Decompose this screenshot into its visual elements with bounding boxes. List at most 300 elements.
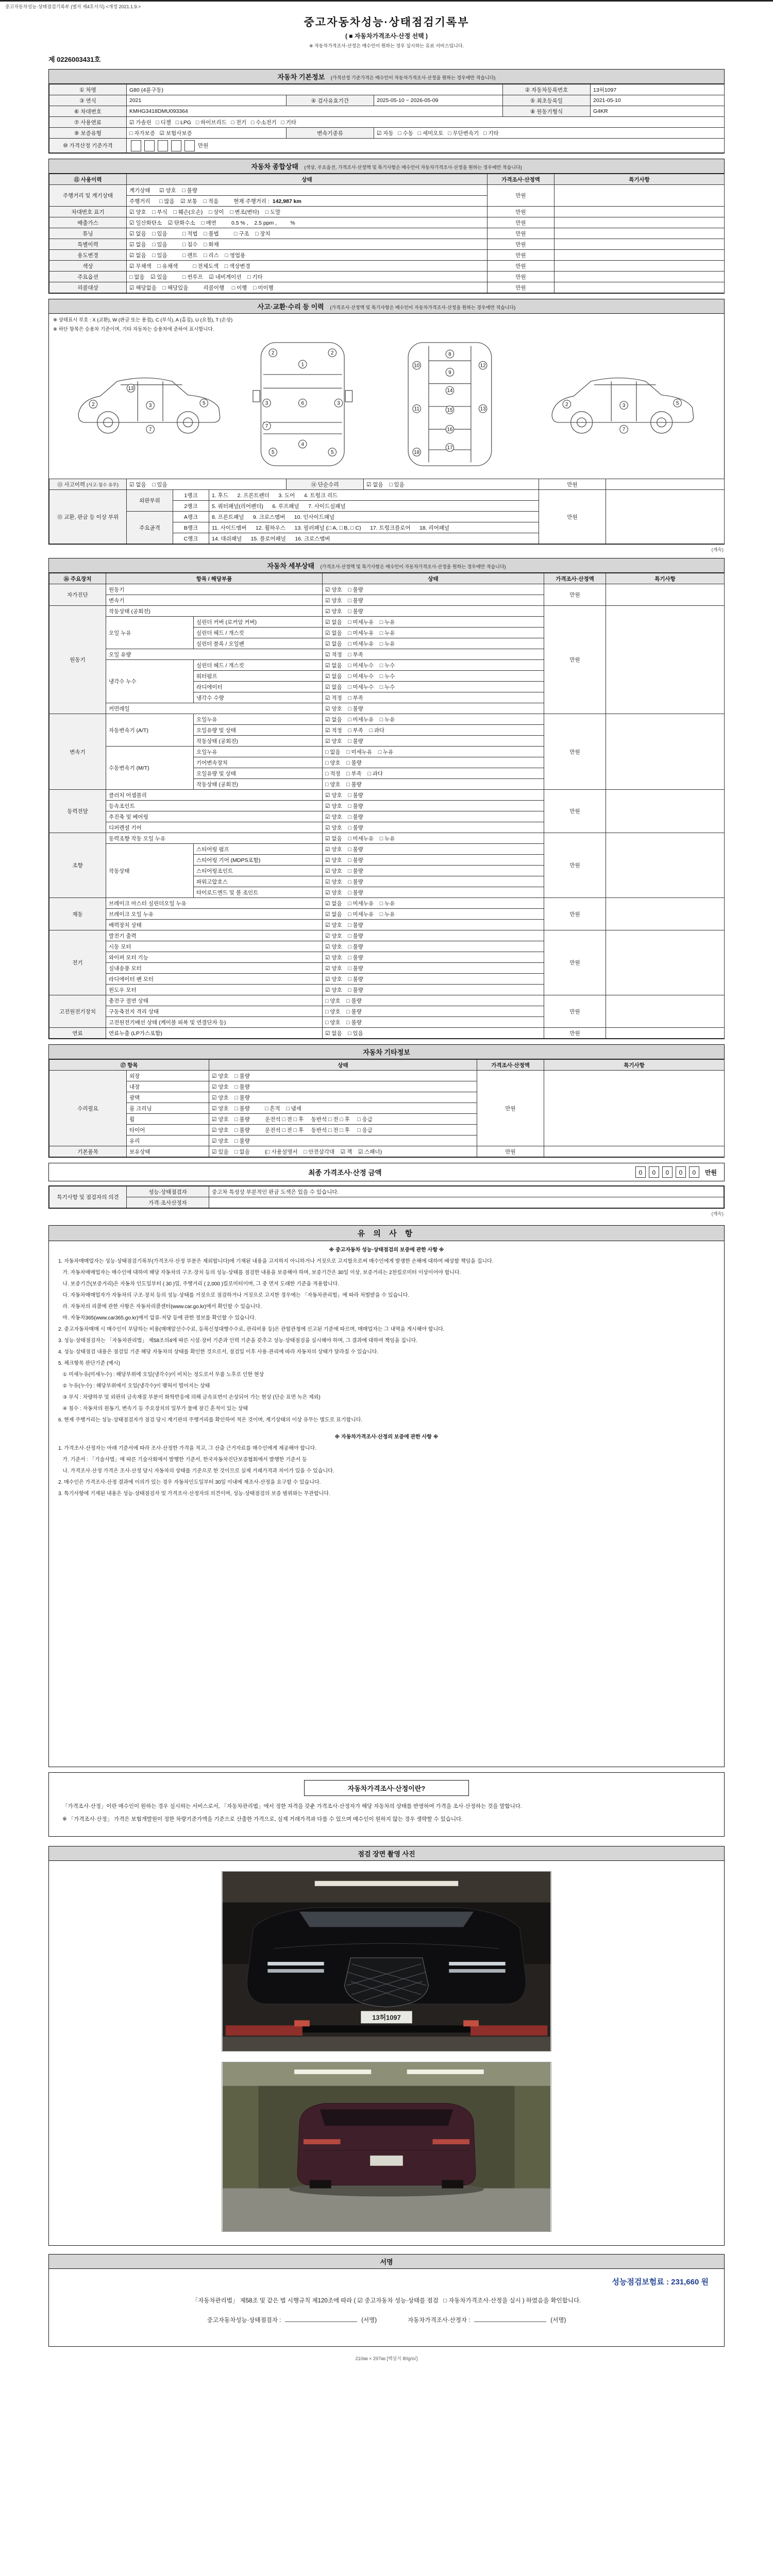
cell-state: ☑ 양호 □ 불량 bbox=[323, 876, 544, 887]
section-etc-header bbox=[49, 1045, 724, 1059]
cell-remark bbox=[606, 584, 725, 606]
cell-remark bbox=[606, 1028, 725, 1039]
rank-items: 1. 후드 2. 프론트펜더 3. 도어 4. 트렁크 리드 bbox=[209, 490, 539, 501]
cell-item: 윈도우 모터 bbox=[106, 985, 323, 995]
garage-floor bbox=[223, 2037, 550, 2051]
final-price-unit: 만원 bbox=[704, 1168, 717, 1176]
appraiser-label: 자동차가격조사·산정자 : bbox=[408, 2317, 470, 2324]
cell-state: ☑ 적정 □ 부족 □ 과다 bbox=[323, 725, 544, 736]
cell-state: ☑ 양호 □ 불량 bbox=[323, 941, 544, 952]
cell-state: ☑ 양호 □ 불량 bbox=[323, 974, 544, 985]
cell-sub: 냉각수 수량 bbox=[194, 692, 323, 703]
transmission-checkboxes: ☑ 자동 □ 수동 □ 세미오토 □ 무단변속기 □ 기타 bbox=[374, 128, 725, 139]
fuel-checkboxes: ☑ 가솔린 □ 디젤 □ LPG □ 하이브리드 □ 전기 □ 수소전기 □ 기타 bbox=[127, 117, 725, 128]
cell-item: 수동변속기 (M/T) bbox=[106, 747, 194, 790]
base-price-boxes bbox=[127, 139, 725, 153]
cell-price: 만원 bbox=[488, 250, 554, 261]
color-state: ☑ 무채색 □ 유채색 □ 전체도색 □ 색상변경 bbox=[127, 261, 488, 272]
section-basic-info bbox=[48, 69, 725, 154]
cell-item: 내장 bbox=[127, 1081, 209, 1092]
confirmation-statement: 「자동차관리법」 제58조 및 같은 법 시행규칙 제120조에 따라 ( ☑ 중고자동차 성능·상태를 점검 □ 자동차가격조사·산정을 실시 ) 하였음을 확인합니다. bbox=[192, 2297, 581, 2304]
cell-sub: 실린더 커버 (로커암 커버) bbox=[194, 617, 323, 628]
notice-paragraph: 3. 특기사항에 기재된 내용은 성능·상태점검자 및 가격조사·산정자의 의견이며, 성능·상태점검의 보증 범위와는 무관합니다. bbox=[58, 1491, 330, 1497]
insurance-value: 231,660 원 bbox=[671, 2277, 709, 2286]
cell-label: 리콜대상 bbox=[49, 282, 127, 293]
cell-state: ☑ 양호 □ 불량 bbox=[323, 985, 544, 995]
table-row bbox=[49, 1146, 725, 1157]
rank-items: 11. 사이드멤버 12. 휠하우스 13. 필러패널 (□ A, □ B, □ C) 17. 트렁크플로어 18. 리어패널 bbox=[209, 522, 539, 533]
cell-remark bbox=[544, 1071, 725, 1146]
notice-paragraph: ※ 자동차가격조사·산정의 보증에 관한 사항 ※ bbox=[334, 1434, 439, 1440]
insurance-premium bbox=[64, 2276, 709, 2287]
final-digit: 0 bbox=[662, 1166, 673, 1178]
cell-group: 고전원전기장치 bbox=[49, 995, 106, 1028]
garage-ceiling bbox=[223, 2062, 550, 2086]
page-title: 중고자동차성능·상태점검기록부 bbox=[304, 16, 469, 28]
svg-text:15: 15 bbox=[447, 407, 453, 413]
cell-item: 오일 누유 bbox=[106, 617, 194, 649]
cell-price: 만원 bbox=[544, 930, 606, 995]
cell-remark bbox=[606, 790, 725, 833]
continue-marker: (계속) bbox=[711, 547, 724, 552]
cell-sub: 오일유량 및 상태 bbox=[194, 725, 323, 736]
cell-item: 자동변속기 (A/T) bbox=[106, 714, 194, 747]
marker-10 bbox=[413, 361, 421, 369]
svg-text:2: 2 bbox=[565, 401, 568, 408]
section-photos bbox=[48, 1846, 725, 2246]
cell-state: ☑ 양호 □ 불량 운전석 □ 전 □ 후 동반석 □ 전 □ 후 □ 응급 bbox=[209, 1114, 477, 1125]
final-digit: 0 bbox=[689, 1166, 699, 1178]
cell-remark bbox=[554, 228, 725, 239]
marker-14 bbox=[446, 386, 454, 395]
svg-text:16: 16 bbox=[447, 427, 453, 433]
section-accident-title: 사고·교환·수리 등 이력 bbox=[257, 303, 324, 311]
table-row bbox=[49, 217, 725, 228]
marker-2 bbox=[563, 400, 571, 409]
notice-body bbox=[49, 1241, 724, 1767]
cell-sub: 기어변속장치 bbox=[194, 757, 323, 768]
diagram-note-legend: ※ 하단 항목은 승용차 기준이며, 기타 자동차는 승용차에 준하여 표시합니다. bbox=[53, 327, 214, 332]
cell-state: ☑ 없음 □ 미세누유 □ 누유 bbox=[323, 617, 544, 628]
mileage-state bbox=[127, 196, 488, 207]
svg-text:3: 3 bbox=[148, 402, 152, 409]
marker-5 bbox=[200, 399, 208, 407]
cell-state: ☑ 없음 □ 있음 bbox=[323, 1028, 544, 1039]
cell-item: 발전기 출력 bbox=[106, 930, 323, 941]
cell-state: □ 없음 □ 미세누유 □ 누유 bbox=[323, 747, 544, 757]
cell-label: 변속기종류 bbox=[287, 128, 374, 139]
cell-item: 브레이크 오일 누유 bbox=[106, 909, 323, 920]
cell-item: 라디에이터 팬 모터 bbox=[106, 974, 323, 985]
col-header: 상태 bbox=[209, 1060, 477, 1071]
section-basic-title: 자동차 기본정보 bbox=[277, 73, 325, 81]
notice-title: 유 의 사 항 bbox=[357, 1229, 416, 1238]
cell-value: 2021-05-10 bbox=[591, 95, 725, 106]
table-row bbox=[49, 117, 725, 128]
cell-price: 만원 bbox=[544, 714, 606, 790]
svg-text:10: 10 bbox=[414, 363, 420, 369]
rank-label: 2랭크 bbox=[173, 501, 209, 512]
section-notice bbox=[48, 1225, 725, 1767]
cell-label: ⑦ 사용연료 bbox=[49, 117, 127, 128]
cell-group: 변속기 bbox=[49, 714, 106, 790]
cell-price: 만원 bbox=[488, 239, 554, 250]
opinion-table bbox=[49, 1186, 724, 1208]
svg-text:11: 11 bbox=[414, 406, 419, 412]
document-number: 제 0226003431호 bbox=[48, 56, 101, 63]
table-row bbox=[49, 606, 725, 617]
cell-label bbox=[49, 479, 127, 490]
svg-text:13: 13 bbox=[128, 385, 134, 392]
cell-value: 2021 bbox=[127, 95, 287, 106]
cell-sub: 스티어링 기어 (MDPS포함) bbox=[194, 855, 323, 866]
appraiser-signature-blank bbox=[474, 2321, 546, 2322]
col-header: 상태 bbox=[323, 573, 544, 584]
marker-5 bbox=[328, 448, 337, 456]
table-row bbox=[49, 174, 725, 185]
marker-11 bbox=[413, 405, 421, 413]
cell-price: 만원 bbox=[488, 185, 554, 207]
table-row bbox=[49, 228, 725, 239]
photo-rear-view bbox=[222, 2062, 551, 2232]
cell-label: 외판부위 bbox=[127, 490, 173, 512]
svg-text:14: 14 bbox=[447, 388, 453, 394]
svg-text:8: 8 bbox=[448, 351, 451, 358]
cell-remark bbox=[606, 833, 725, 898]
sign-word: (서명) bbox=[361, 2317, 377, 2324]
marker-3 bbox=[146, 401, 155, 410]
table-row bbox=[49, 84, 725, 95]
cell-sub: 오일누유 bbox=[194, 747, 323, 757]
cell-state: ☑ 없음 □ 미세누유 □ 누유 bbox=[323, 638, 544, 649]
cell-state: ☑ 양호 □ 불량 운전석 □ 전 □ 후 동반석 □ 전 □ 후 □ 응급 bbox=[209, 1125, 477, 1136]
cell-sub: 스티어링 펌프 bbox=[194, 844, 323, 855]
cell-group: 자가진단 bbox=[49, 584, 106, 606]
cell-label: ⑥ 차대번호 bbox=[49, 106, 127, 117]
marker-2 bbox=[269, 349, 277, 357]
notice-paragraph: 나. 가격조사·산정 가격은 조사·산정 당시 자동차의 상태를 기준으로 한 것이므로 실제 거래가격과 차이가 있을 수 있습니다. bbox=[58, 1468, 334, 1474]
price-digit-box bbox=[144, 140, 155, 151]
cell-group: 수리필요 bbox=[49, 1071, 127, 1146]
title-note: ※ 자동차가격조사·산정은 매수인이 원하는 경우 실시하는 유료 서비스입니다. bbox=[309, 43, 464, 48]
cell-sub: 실린더 헤드 / 개스킷 bbox=[194, 660, 323, 671]
page-footer-note: 210㎜ × 297㎜ [백상지 80g/㎡] bbox=[355, 2355, 418, 2361]
marker-3 bbox=[263, 399, 271, 407]
cell-state: ☑ 양호 □ 불량 bbox=[209, 1081, 477, 1092]
cell-state: □ 양호 □ 불량 bbox=[323, 1017, 544, 1028]
detail-state-table bbox=[49, 573, 725, 1039]
svg-text:5: 5 bbox=[271, 449, 275, 455]
cell-state: ☑ 양호 □ 불량 bbox=[323, 920, 544, 930]
notice-paragraph: 가. 기준서 : 「기술사법」에 따른 기술사회에서 발행한 기준서, 한국자동차진단보증협회에서 발행한 기준서 등 bbox=[58, 1457, 307, 1463]
vin-state: ☑ 양호 □ 부식 □ 훼손(오손) □ 상이 □ 변조(변타) □ 도말 bbox=[127, 207, 488, 217]
simple-repair-state: ☑ 없음 □ 있음 bbox=[364, 479, 539, 490]
section-accident-header bbox=[49, 299, 724, 314]
ceiling-light bbox=[407, 2070, 484, 2074]
accident-flags-table bbox=[49, 479, 725, 490]
section-overall-state bbox=[48, 159, 725, 294]
cell-label: ④ 검사유효기간 bbox=[287, 95, 374, 106]
cell-item: 브레이크 마스터 실린더오일 누유 bbox=[106, 898, 323, 909]
table-row bbox=[49, 1060, 725, 1071]
cell-remark bbox=[606, 606, 725, 714]
section-notice-header bbox=[49, 1226, 724, 1241]
headlight-right bbox=[449, 1962, 505, 1965]
cell-state: ☑ 없음 □ 미세누유 □ 누유 bbox=[323, 898, 544, 909]
table-row bbox=[49, 261, 725, 272]
table-row bbox=[49, 207, 725, 217]
cell-sub: 워터펌프 bbox=[194, 671, 323, 682]
svg-text:9: 9 bbox=[448, 369, 451, 376]
notice-paragraph: 3. 성능·상태점검자는 「자동차관리법」 제58조의4에 따른 시설·장비 기준과 인력 기준을 갖추고 성능·상태점검을 실시해야 하며, 그 결과에 대하여 책임을 집니다. bbox=[58, 1338, 418, 1344]
cell-sub: 오일누유 bbox=[194, 714, 323, 725]
marker-13 bbox=[127, 384, 135, 393]
current-mileage: 142,987 km bbox=[272, 198, 301, 205]
cell-price: 만원 bbox=[544, 584, 606, 606]
table-row bbox=[49, 1197, 724, 1208]
accident-label: ⑬ 사고이력 bbox=[57, 481, 86, 488]
cell-item: 배력장치 상태 bbox=[106, 920, 323, 930]
cell-remark bbox=[554, 217, 725, 228]
marker-8 bbox=[446, 350, 454, 358]
cell-item: 룸 크리닝 bbox=[127, 1103, 209, 1114]
notice-paragraph: ※ 중고자동차 성능·상태점검의 보증에 관한 사항 ※ bbox=[329, 1247, 444, 1253]
cell-item: 작동상태 bbox=[106, 844, 194, 898]
notice-paragraph: 가. 자동차매매업자는 매수인에 대하여 해당 자동차의 구조·장치 등의 성능·상태를 점검한 내용을 보증해야 하며, 보증기간은 30일 이상, 보증거리는 2천킬로미터 이상이어야 합니다. bbox=[58, 1270, 461, 1276]
photos-container bbox=[49, 1861, 724, 2245]
cell-value: G4KR bbox=[591, 106, 725, 117]
marker-15 bbox=[446, 406, 454, 414]
svg-text:13: 13 bbox=[480, 406, 486, 412]
cell-state: ☑ 양호 □ 불량 bbox=[209, 1136, 477, 1146]
marker-3 bbox=[334, 399, 343, 407]
cell-item: 커먼레일 bbox=[106, 703, 323, 714]
table-row bbox=[49, 106, 725, 117]
cell-remark bbox=[606, 898, 725, 930]
signature-row bbox=[64, 2316, 709, 2324]
marker-7 bbox=[263, 422, 271, 430]
photo-front-view bbox=[222, 1871, 551, 2052]
cell-state: ☑ 양호 □ 불량 bbox=[323, 822, 544, 833]
cell-label: ③ 연식 bbox=[49, 95, 127, 106]
cell-item: 휠 bbox=[127, 1114, 209, 1125]
svg-text:2: 2 bbox=[92, 401, 95, 408]
marker-2 bbox=[89, 400, 97, 409]
marker-7 bbox=[146, 425, 155, 433]
svg-text:5: 5 bbox=[202, 400, 206, 406]
headlight-left bbox=[267, 1962, 324, 1965]
cell-price: 만원 bbox=[488, 282, 554, 293]
rank-items: 5. 쿼터패널(리어펜더) 6. 루프패널 7. 사이드실패널 bbox=[209, 501, 539, 512]
cell-state: ☑ 없음 □ 미세누수 □ 누수 bbox=[323, 660, 544, 671]
title-block bbox=[48, 10, 725, 50]
cell-state: ☑ 적정 □ 부족 bbox=[323, 692, 544, 703]
cell-state: ☑ 양호 □ 불량 bbox=[323, 930, 544, 941]
svg-text:6: 6 bbox=[301, 400, 305, 406]
cell-item: 고전원전기배선 상태 (케이블 피복 및 연결단자 등) bbox=[106, 1017, 323, 1028]
marker-18 bbox=[413, 448, 421, 456]
svg-text:3: 3 bbox=[265, 400, 268, 406]
state-code-legend: ※ 상태표시 부호 : X (교환), W (판금 또는 용접), C (부식), A (흠집), U (요철), T (손상) bbox=[53, 317, 233, 323]
windshield bbox=[299, 1911, 474, 1927]
col-header: ⑪ 사용이력 bbox=[49, 174, 127, 185]
cell-label: 주요옵션 bbox=[49, 272, 127, 282]
cell-label: 용도변경 bbox=[49, 250, 127, 261]
section-signature bbox=[48, 2254, 725, 2347]
section-inspector-opinion bbox=[48, 1185, 725, 1209]
inspector-label: 중고자동차성능·상태점검자 : bbox=[207, 2317, 281, 2324]
diagram-side-right bbox=[552, 378, 694, 433]
price-digit-box bbox=[184, 140, 195, 151]
cell-group: 전기 bbox=[49, 930, 106, 995]
garage-ceiling bbox=[223, 1872, 550, 1903]
cell-group: 원동기 bbox=[49, 606, 106, 714]
signature-title: 서명 bbox=[380, 2258, 393, 2266]
cell-item: 냉각수 누수 bbox=[106, 660, 194, 703]
rank-label: A랭크 bbox=[173, 512, 209, 522]
diagram-top-view bbox=[253, 343, 352, 466]
cell-state: ☑ 양호 □ 불량 bbox=[323, 595, 544, 606]
inspector-comment: 중고차 특성상 부분적인 판금 도색은 있을 수 있습니다. bbox=[209, 1187, 724, 1197]
table-row bbox=[49, 95, 725, 106]
svg-text:2: 2 bbox=[331, 350, 334, 357]
cell-group: 제동 bbox=[49, 898, 106, 930]
table-row bbox=[49, 239, 725, 250]
cell-item: 광택 bbox=[127, 1092, 209, 1103]
accident-state: ☑ 없음 □ 있음 bbox=[127, 479, 287, 490]
section-etc-info bbox=[48, 1044, 725, 1158]
notice-paragraph: 4. 성능·상태점검 내용은 점검일 기준 해당 자동차의 상태를 확인한 것으로서, 점검일 이후 사용·관리에 따라 자동차의 상태가 달라질 수 있습니다. bbox=[58, 1349, 379, 1355]
cell-item: 오일 유량 bbox=[106, 649, 323, 660]
cell-label: 색상 bbox=[49, 261, 127, 272]
gas-state: ☑ 일산화탄소 ☑ 탄화수소 □ 매연 0.5 % , 2.5 ppm , % bbox=[127, 217, 488, 228]
cell-price: 만원 bbox=[539, 490, 606, 544]
svg-text:1: 1 bbox=[301, 362, 305, 368]
svg-text:7: 7 bbox=[148, 427, 152, 433]
report-sheet bbox=[48, 10, 725, 2362]
cell-remark bbox=[554, 261, 725, 272]
cell-state: ☑ 없음 □ 미세누유 □ 누유 bbox=[323, 714, 544, 725]
cell-price: 만원 bbox=[544, 833, 606, 898]
cell-item: 충전구 절연 상태 bbox=[106, 995, 323, 1006]
table-row bbox=[49, 790, 725, 801]
table-row bbox=[49, 995, 725, 1006]
cell-label: ⑤ 최초등록일 bbox=[503, 95, 591, 106]
cell-value: KMHG3418DMU093364 bbox=[127, 106, 503, 117]
cell-label: 차대번호 표기 bbox=[49, 207, 127, 217]
cell-label: 튜닝 bbox=[49, 228, 127, 239]
lift-pad-left bbox=[294, 2020, 310, 2026]
cell-item: 타이어 bbox=[127, 1125, 209, 1136]
headlight-right bbox=[449, 1969, 505, 1973]
cell-group: 조향 bbox=[49, 833, 106, 898]
cell-state: ☑ 없음 □ 미세누유 □ 누유 bbox=[323, 909, 544, 920]
cell-remark bbox=[554, 239, 725, 250]
section-accident-note: (가격조사·산정액 및 특기사항은 매수인이 자동차가격조사·산정을 원하는 경우에만 적습니다) bbox=[330, 305, 516, 310]
cell-label: ⑮ 교환, 판금 등 이상 부위 bbox=[49, 490, 127, 544]
svg-text:17: 17 bbox=[447, 445, 453, 451]
svg-text:7: 7 bbox=[622, 427, 626, 433]
cell-item: 작동상태 (공회전) bbox=[106, 606, 323, 617]
cell-state: ☑ 양호 □ 불량 bbox=[323, 887, 544, 898]
table-row bbox=[49, 490, 725, 501]
marker-5 bbox=[269, 448, 277, 456]
table-row bbox=[49, 250, 725, 261]
section-pricing-info bbox=[48, 1772, 725, 1837]
final-digit: 0 bbox=[635, 1166, 646, 1178]
marker-7 bbox=[620, 425, 628, 433]
recall-state: ☑ 해당없음 □ 해당있음 리콜이행 □ 이행 □ 미이행 bbox=[127, 282, 488, 293]
cell-sub: 라디에이터 bbox=[194, 682, 323, 692]
cell-group: 동력전달 bbox=[49, 790, 106, 833]
section-basic-note: (가격산정 기준가격은 매수인이 자동차가격조사·산정을 원하는 경우에만 적습니다) bbox=[330, 75, 496, 80]
cell-sub: 작동상태 (공회전) bbox=[194, 736, 323, 747]
rear-window bbox=[320, 2109, 453, 2126]
option-state: □ 없음 ☑ 있음 □ 썬루프 ☑ 네비게이션 □ 기타 bbox=[127, 272, 488, 282]
appraiser-sign-line bbox=[408, 2316, 566, 2324]
price-digit-box bbox=[158, 140, 168, 151]
marker-12 bbox=[479, 361, 487, 369]
rank-items: 8. 프론트패널 9. 크로스멤버 10. 인사이드패널 bbox=[209, 512, 539, 522]
taillight-left bbox=[304, 2139, 341, 2144]
cell-state: □ 양호 □ 불량 bbox=[323, 779, 544, 790]
cell-state: ☑ 양호 □ 불량 bbox=[323, 811, 544, 822]
svg-text:3: 3 bbox=[337, 400, 340, 406]
svg-text:12: 12 bbox=[480, 363, 486, 369]
marker-16 bbox=[446, 425, 454, 433]
table-row bbox=[49, 139, 725, 153]
marker-5 bbox=[674, 399, 682, 407]
etc-info-table bbox=[49, 1059, 725, 1157]
cell-remark bbox=[606, 479, 725, 490]
special-history-state: ☑ 없음 □ 있음 □ 침수 □ 화재 bbox=[127, 239, 488, 250]
lift-pad-right bbox=[463, 2020, 479, 2026]
diagram-side-left bbox=[78, 378, 220, 433]
svg-text:18: 18 bbox=[414, 449, 420, 455]
section-detail-title: 자동차 세부상태 bbox=[267, 562, 315, 570]
notice-paragraph: 2. 매수인은 가격조사·산정 결과에 이의가 있는 경우 자동차인도일부터 30일 이내에 재조사·산정을 요구할 수 있습니다. bbox=[58, 1480, 321, 1485]
table-row bbox=[49, 272, 725, 282]
cell-remark bbox=[554, 282, 725, 293]
table-row bbox=[49, 128, 725, 139]
cell-state: ☑ 양호 □ 불량 bbox=[209, 1071, 477, 1081]
cell-state: □ 양호 □ 불량 bbox=[323, 757, 544, 768]
inspector-sign-line bbox=[207, 2316, 377, 2324]
diagram-underbody bbox=[408, 343, 492, 466]
col-header: 상태 bbox=[127, 174, 488, 185]
section-signature-header bbox=[49, 2255, 724, 2269]
svg-text:4: 4 bbox=[301, 442, 305, 448]
final-price-label: 최종 가격조사·산정 금액 bbox=[308, 1169, 382, 1177]
col-header: 특기사항 bbox=[544, 1060, 725, 1071]
cell-state: ☑ 양호 □ 불량 bbox=[209, 1092, 477, 1103]
cell-price: 만원 bbox=[539, 479, 606, 490]
cell-price: 만원 bbox=[477, 1146, 544, 1157]
cell-item: 등속조인트 bbox=[106, 801, 323, 811]
section-overall-header bbox=[49, 159, 724, 174]
cell-remark bbox=[544, 1146, 725, 1157]
section-detail-header bbox=[49, 558, 724, 573]
col-header: 가격조사·산정액 bbox=[477, 1060, 544, 1071]
pricing-info-paragraph: ※ 「가격조사·산정」 가격은 보험개발원이 정한 차량기준가액을 기준으로 산출한 가격으로, 실제 거래가격과 다를 수 있으며 매수인이 원하지 않는 경우 생략할 수 있습니다. bbox=[62, 1816, 463, 1822]
cell-label: ① 차명 bbox=[49, 84, 127, 95]
table-row bbox=[49, 1187, 724, 1197]
table-row bbox=[49, 573, 725, 584]
rank-label: C랭크 bbox=[173, 533, 209, 544]
cell-state: □ 양호 □ 불량 bbox=[323, 995, 544, 1006]
cell-state: □ 적정 □ 부족 □ 과다 bbox=[323, 768, 544, 779]
cell-item: 실내송풍 모터 bbox=[106, 963, 323, 974]
